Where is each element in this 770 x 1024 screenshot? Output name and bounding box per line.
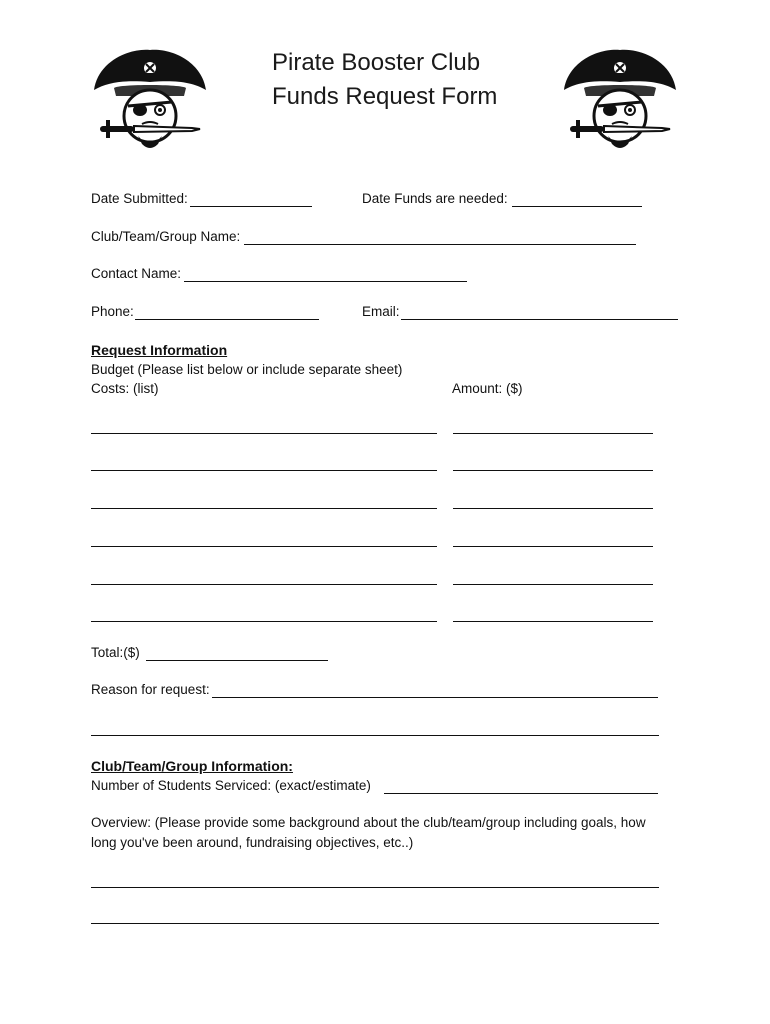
form-title: [272, 46, 497, 114]
cost-line[interactable]: [91, 508, 437, 509]
amount-line[interactable]: [453, 546, 653, 547]
reason-label: Reason for request:: [91, 682, 210, 697]
email-line[interactable]: [401, 319, 678, 320]
phone-line[interactable]: [135, 319, 319, 320]
overview-answer-line[interactable]: [91, 887, 659, 888]
cost-line[interactable]: [91, 621, 437, 622]
request-heading: Request Information: [91, 342, 228, 358]
cost-line[interactable]: [91, 584, 437, 585]
overview-line-1: Overview: (Please provide some background about the club/team/group including goals, how: [91, 815, 646, 830]
contact-name-label: Contact Name:: [91, 266, 182, 281]
amount-line[interactable]: [453, 433, 653, 434]
cost-line[interactable]: [91, 470, 437, 471]
costs-label: Costs: (list): [91, 381, 159, 396]
club-info-heading: Club/Team/Group Information:: [91, 758, 293, 774]
title-line-2: Funds Request Form: [272, 83, 498, 110]
reason-line[interactable]: [212, 697, 658, 698]
overview-answer-line[interactable]: [91, 923, 659, 924]
contact-name-line[interactable]: [184, 281, 467, 282]
date-submitted-line[interactable]: [190, 206, 312, 207]
title-line-1: Pirate Booster Club: [272, 49, 481, 76]
amount-line[interactable]: [453, 621, 653, 622]
pirate-mascot-icon: [558, 44, 680, 154]
date-needed-label: Date Funds are needed:: [362, 191, 508, 206]
date-submitted-label: Date Submitted:: [91, 191, 188, 206]
reason-line-2[interactable]: [91, 735, 659, 736]
date-needed-line[interactable]: [512, 206, 642, 207]
phone-label: Phone:: [91, 304, 134, 319]
students-label: Number of Students Serviced: (exact/estimate): [91, 778, 371, 793]
cost-line[interactable]: [91, 546, 437, 547]
club-name-label: Club/Team/Group Name:: [91, 229, 241, 244]
total-line[interactable]: [146, 660, 328, 661]
pirate-mascot-icon: [88, 44, 210, 154]
amount-line[interactable]: [453, 508, 653, 509]
budget-note: Budget (Please list below or include separate sheet): [91, 362, 403, 377]
amount-line[interactable]: [453, 584, 653, 585]
overview-line-2: long you've been around, fundraising objectives, etc..): [91, 835, 414, 850]
amount-label: Amount: ($): [452, 381, 523, 396]
cost-line[interactable]: [91, 433, 437, 434]
amount-line[interactable]: [453, 470, 653, 471]
students-line[interactable]: [384, 793, 658, 794]
total-label: Total:($): [91, 645, 140, 660]
club-name-line[interactable]: [244, 244, 636, 245]
email-label: Email:: [362, 304, 400, 319]
